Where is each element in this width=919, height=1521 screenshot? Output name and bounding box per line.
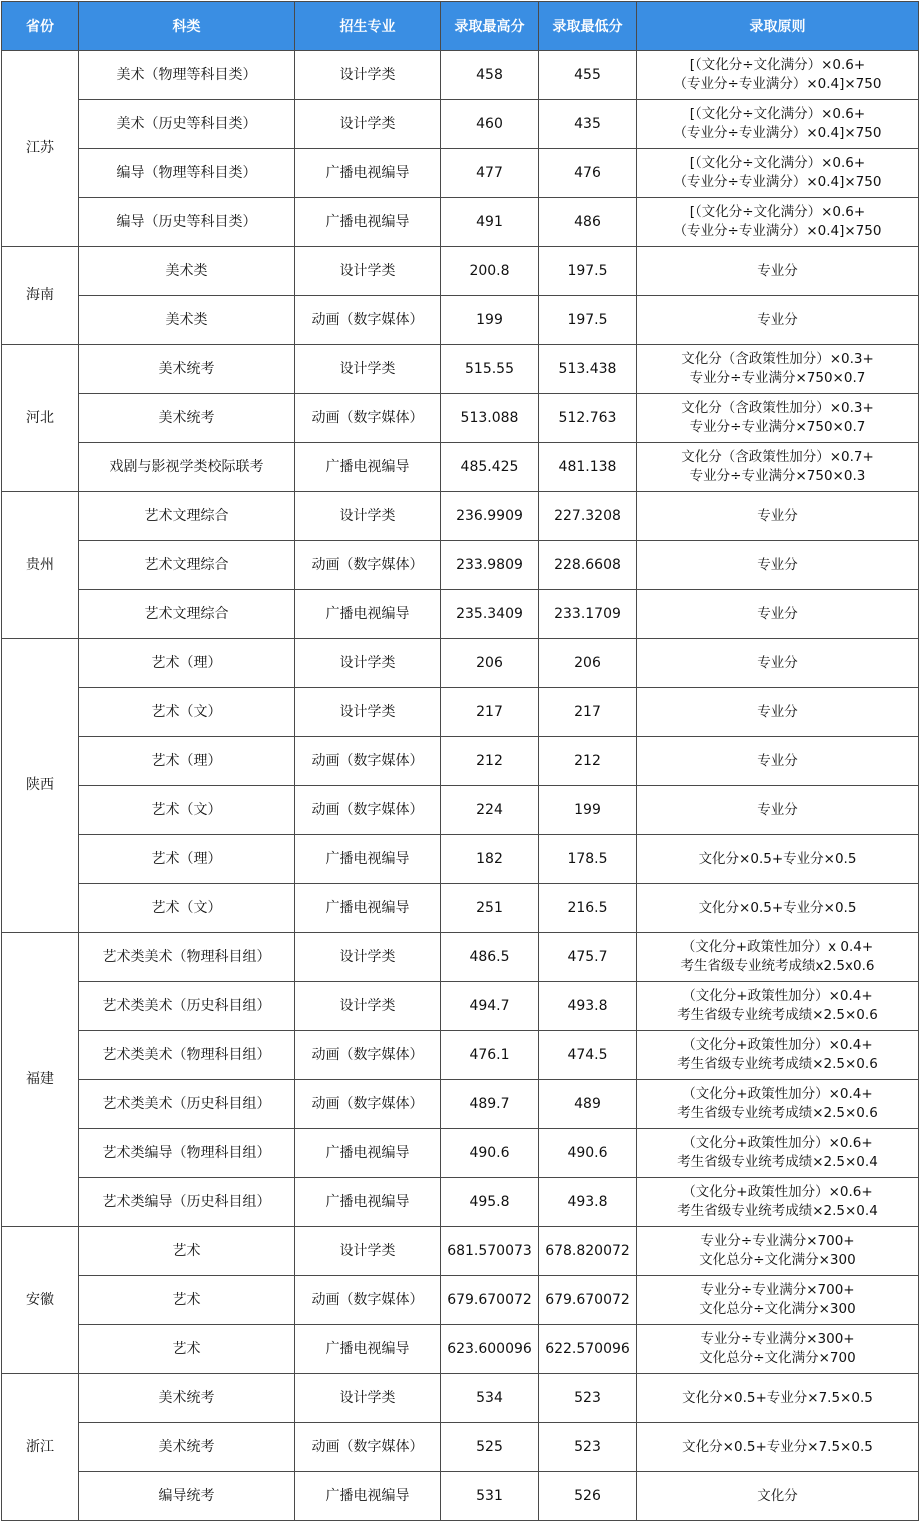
admission-rule-cell	[637, 1472, 919, 1521]
admission-rule-cell	[637, 737, 919, 786]
rule-line: （专业分÷专业满分）×0.4]×750	[673, 76, 882, 92]
max-score-cell: 233.9809	[441, 541, 539, 590]
rule-line: （文化分+政策性加分）x 0.4+	[681, 939, 874, 955]
min-score-cell: 216.5	[539, 884, 637, 933]
max-score-cell: 206	[441, 639, 539, 688]
major-cell: 设计学类	[295, 982, 441, 1031]
rule-line: 文化分×0.5+专业分×0.5	[698, 899, 857, 916]
min-score-cell: 513.438	[539, 345, 637, 394]
category-cell: 艺术类美术（物理科目组）	[79, 933, 295, 982]
admission-rule-cell	[637, 296, 919, 345]
max-score-cell: 490.6	[441, 1129, 539, 1178]
admission-score-table	[1, 1, 919, 1521]
major-cell: 动画（数字媒体）	[295, 541, 441, 590]
max-score-cell: 212	[441, 737, 539, 786]
min-score-cell: 523	[539, 1374, 637, 1423]
table-row	[2, 394, 919, 443]
admission-rule-cell	[637, 247, 919, 296]
max-score-cell: 485.425	[441, 443, 539, 492]
major-cell: 广播电视编导	[295, 884, 441, 933]
category-cell: 编导（物理等科目类）	[79, 149, 295, 198]
admission-rule-cell	[637, 1227, 919, 1276]
category-cell: 艺术（理）	[79, 737, 295, 786]
rule-line: （文化分+政策性加分）×0.6+	[682, 1184, 873, 1200]
rule-line: 专业分÷专业满分×750×0.7	[689, 419, 866, 435]
min-score-cell: 679.670072	[539, 1276, 637, 1325]
major-cell: 设计学类	[295, 639, 441, 688]
province-cell: 福建	[2, 933, 79, 1227]
table-row	[2, 1325, 919, 1374]
province-cell: 海南	[2, 247, 79, 345]
table-row	[2, 1227, 919, 1276]
rule-line: [（文化分÷文化满分）×0.6+	[689, 106, 866, 122]
max-score-cell: 486.5	[441, 933, 539, 982]
min-score-cell: 476	[539, 149, 637, 198]
major-cell: 动画（数字媒体）	[295, 1423, 441, 1472]
rule-line: 考生省级专业统考成绩×2.5×0.6	[677, 1056, 878, 1072]
rule-line: 专业分	[757, 605, 798, 622]
max-score-cell: 458	[441, 51, 539, 100]
max-score-cell: 224	[441, 786, 539, 835]
admission-rule-cell	[637, 1129, 919, 1178]
max-score-cell: 491	[441, 198, 539, 247]
admission-rule-cell	[637, 492, 919, 541]
rule-line: （专业分÷专业满分）×0.4]×750	[673, 223, 882, 239]
category-cell: 艺术	[79, 1227, 295, 1276]
min-score-cell: 678.820072	[539, 1227, 637, 1276]
table-row	[2, 443, 919, 492]
min-score-cell: 489	[539, 1080, 637, 1129]
table-row	[2, 100, 919, 149]
major-cell: 设计学类	[295, 688, 441, 737]
min-score-cell: 197.5	[539, 296, 637, 345]
category-cell: 艺术（文）	[79, 884, 295, 933]
category-cell: 艺术文理综合	[79, 590, 295, 639]
min-score-cell: 526	[539, 1472, 637, 1521]
min-score-cell: 217	[539, 688, 637, 737]
province-cell: 河北	[2, 345, 79, 492]
major-cell: 动画（数字媒体）	[295, 1031, 441, 1080]
admission-rule-cell	[637, 1374, 919, 1423]
admission-rule-cell	[637, 149, 919, 198]
admission-rule-cell	[637, 590, 919, 639]
category-cell: 美术统考	[79, 1423, 295, 1472]
major-cell: 广播电视编导	[295, 1472, 441, 1521]
rule-line: 专业分÷专业满分×300+	[700, 1331, 855, 1347]
major-cell: 设计学类	[295, 345, 441, 394]
table-row	[2, 1374, 919, 1423]
rule-line: 专业分	[757, 507, 798, 524]
table-row	[2, 786, 919, 835]
max-score-cell: 681.570073	[441, 1227, 539, 1276]
admission-rule-cell	[637, 345, 919, 394]
table-body	[2, 51, 919, 1521]
admission-rule-cell	[637, 1178, 919, 1227]
max-score-cell: 199	[441, 296, 539, 345]
province-cell: 江苏	[2, 51, 79, 247]
major-cell: 动画（数字媒体）	[295, 786, 441, 835]
max-score-cell: 236.9909	[441, 492, 539, 541]
rule-line: 文化分×0.5+专业分×0.5	[698, 850, 857, 867]
max-score-cell: 200.8	[441, 247, 539, 296]
min-score-cell: 178.5	[539, 835, 637, 884]
major-cell: 广播电视编导	[295, 443, 441, 492]
table-row	[2, 541, 919, 590]
table-row	[2, 639, 919, 688]
province-cell: 陕西	[2, 639, 79, 933]
category-cell: 艺术类美术（历史科目组）	[79, 982, 295, 1031]
rule-line: 考生省级专业统考成绩×2.5×0.4	[677, 1203, 878, 1219]
major-cell: 设计学类	[295, 1374, 441, 1423]
admission-rule-cell	[637, 51, 919, 100]
table-row	[2, 1472, 919, 1521]
admission-rule-cell	[637, 394, 919, 443]
min-score-cell: 481.138	[539, 443, 637, 492]
max-score-cell: 515.55	[441, 345, 539, 394]
admission-rule-cell	[637, 541, 919, 590]
admission-rule-cell	[637, 443, 919, 492]
major-cell: 广播电视编导	[295, 1325, 441, 1374]
min-score-cell: 212	[539, 737, 637, 786]
rule-line: 文化分（含政策性加分）×0.3+	[681, 351, 874, 367]
table-row	[2, 1276, 919, 1325]
min-score-cell: 455	[539, 51, 637, 100]
major-cell: 动画（数字媒体）	[295, 1276, 441, 1325]
rule-line: 文化分	[757, 1487, 798, 1504]
max-score-cell: 495.8	[441, 1178, 539, 1227]
admission-rule-cell	[637, 1031, 919, 1080]
min-score-cell: 228.6608	[539, 541, 637, 590]
max-score-cell: 525	[441, 1423, 539, 1472]
min-score-cell: 622.570096	[539, 1325, 637, 1374]
rule-line: （专业分÷专业满分）×0.4]×750	[673, 174, 882, 190]
table-row	[2, 884, 919, 933]
category-cell: 美术类	[79, 296, 295, 345]
min-score-cell: 493.8	[539, 1178, 637, 1227]
admission-rule-cell	[637, 639, 919, 688]
max-score-cell: 182	[441, 835, 539, 884]
category-cell: 美术统考	[79, 394, 295, 443]
rule-line: 专业分	[757, 556, 798, 573]
max-score-cell: 217	[441, 688, 539, 737]
category-cell: 艺术类美术（物理科目组）	[79, 1031, 295, 1080]
admission-rule-cell	[637, 198, 919, 247]
min-score-cell: 199	[539, 786, 637, 835]
max-score-cell: 534	[441, 1374, 539, 1423]
table-row	[2, 933, 919, 982]
admission-rule-cell	[637, 1423, 919, 1472]
rule-line: 文化分×0.5+专业分×7.5×0.5	[682, 1438, 873, 1455]
rule-line: （文化分+政策性加分）×0.4+	[682, 1037, 873, 1053]
category-cell: 艺术	[79, 1276, 295, 1325]
major-cell: 设计学类	[295, 51, 441, 100]
min-score-cell: 474.5	[539, 1031, 637, 1080]
min-score-cell: 490.6	[539, 1129, 637, 1178]
table-row	[2, 247, 919, 296]
rule-line: 文化分（含政策性加分）×0.3+	[681, 400, 874, 416]
admission-rule-cell	[637, 884, 919, 933]
category-cell: 美术（物理等科目类）	[79, 51, 295, 100]
header-max-score: 录取最高分	[441, 2, 539, 51]
category-cell: 艺术类美术（历史科目组）	[79, 1080, 295, 1129]
rule-line: 专业分÷专业满分×750×0.3	[689, 468, 866, 484]
rule-line: 文化总分÷文化满分×700	[699, 1350, 856, 1366]
min-score-cell: 206	[539, 639, 637, 688]
rule-line: 文化总分÷文化满分×300	[699, 1301, 856, 1317]
major-cell: 动画（数字媒体）	[295, 737, 441, 786]
rule-line: 专业分÷专业满分×750×0.7	[689, 370, 866, 386]
category-cell: 艺术（理）	[79, 835, 295, 884]
table-header	[2, 2, 919, 51]
table-row	[2, 982, 919, 1031]
admission-rule-cell	[637, 100, 919, 149]
major-cell: 动画（数字媒体）	[295, 1080, 441, 1129]
admission-rule-cell	[637, 786, 919, 835]
rule-line: 考生省级专业统考成绩x2.5x0.6	[680, 958, 875, 974]
category-cell: 艺术（文）	[79, 786, 295, 835]
rule-line: （文化分+政策性加分）×0.4+	[682, 1086, 873, 1102]
admission-rule-cell	[637, 835, 919, 884]
max-score-cell: 513.088	[441, 394, 539, 443]
table-row	[2, 149, 919, 198]
category-cell: 艺术文理综合	[79, 541, 295, 590]
min-score-cell: 227.3208	[539, 492, 637, 541]
admission-rule-cell	[637, 1276, 919, 1325]
category-cell: 艺术（理）	[79, 639, 295, 688]
major-cell: 广播电视编导	[295, 1129, 441, 1178]
rule-line: 专业分÷专业满分×700+	[700, 1282, 855, 1298]
table-row	[2, 1178, 919, 1227]
header-row	[2, 2, 919, 51]
major-cell: 动画（数字媒体）	[295, 296, 441, 345]
admission-rule-cell	[637, 933, 919, 982]
table-row	[2, 737, 919, 786]
header-province: 省份	[2, 2, 79, 51]
category-cell: 美术类	[79, 247, 295, 296]
table-row	[2, 492, 919, 541]
admission-rule-cell	[637, 1080, 919, 1129]
rule-line: 考生省级专业统考成绩×2.5×0.4	[677, 1154, 878, 1170]
category-cell: 编导统考	[79, 1472, 295, 1521]
table-row	[2, 590, 919, 639]
table-row	[2, 1129, 919, 1178]
major-cell: 设计学类	[295, 492, 441, 541]
rule-line: （文化分+政策性加分）×0.4+	[682, 988, 873, 1004]
category-cell: 美术（历史等科目类）	[79, 100, 295, 149]
max-score-cell: 251	[441, 884, 539, 933]
rule-line: 专业分	[757, 703, 798, 720]
category-cell: 艺术	[79, 1325, 295, 1374]
major-cell: 广播电视编导	[295, 149, 441, 198]
category-cell: 艺术文理综合	[79, 492, 295, 541]
category-cell: 艺术（文）	[79, 688, 295, 737]
min-score-cell: 197.5	[539, 247, 637, 296]
rule-line: 考生省级专业统考成绩×2.5×0.6	[677, 1007, 878, 1023]
rule-line: [（文化分÷文化满分）×0.6+	[689, 155, 866, 171]
major-cell: 动画（数字媒体）	[295, 394, 441, 443]
rule-line: 专业分	[757, 654, 798, 671]
province-cell: 贵州	[2, 492, 79, 639]
max-score-cell: 494.7	[441, 982, 539, 1031]
major-cell: 广播电视编导	[295, 590, 441, 639]
max-score-cell: 679.670072	[441, 1276, 539, 1325]
major-cell: 设计学类	[295, 933, 441, 982]
header-min-score: 录取最低分	[539, 2, 637, 51]
admission-rule-cell	[637, 1325, 919, 1374]
min-score-cell: 475.7	[539, 933, 637, 982]
table-row	[2, 345, 919, 394]
major-cell: 设计学类	[295, 100, 441, 149]
major-cell: 广播电视编导	[295, 198, 441, 247]
province-cell: 浙江	[2, 1374, 79, 1521]
max-score-cell: 531	[441, 1472, 539, 1521]
rule-line: [（文化分÷文化满分）×0.6+	[689, 204, 866, 220]
rule-line: [（文化分÷文化满分）×0.6+	[689, 57, 866, 73]
rule-line: 文化分（含政策性加分）×0.7+	[681, 449, 874, 465]
rule-line: 专业分	[757, 801, 798, 818]
category-cell: 戏剧与影视学类校际联考	[79, 443, 295, 492]
major-cell: 设计学类	[295, 1227, 441, 1276]
min-score-cell: 512.763	[539, 394, 637, 443]
table-row	[2, 1423, 919, 1472]
header-admission-rule: 录取原则	[637, 2, 919, 51]
category-cell: 艺术类编导（物理科目组）	[79, 1129, 295, 1178]
table-row	[2, 198, 919, 247]
rule-line: （专业分÷专业满分）×0.4]×750	[673, 125, 882, 141]
rule-line: 专业分	[757, 752, 798, 769]
table-row	[2, 835, 919, 884]
category-cell: 美术统考	[79, 1374, 295, 1423]
rule-line: 专业分	[757, 311, 798, 328]
major-cell: 广播电视编导	[295, 835, 441, 884]
rule-line: 文化总分÷文化满分×300	[699, 1252, 856, 1268]
max-score-cell: 460	[441, 100, 539, 149]
rule-line: 专业分	[757, 262, 798, 279]
rule-line: 专业分÷专业满分×700+	[700, 1233, 855, 1249]
table-row	[2, 1031, 919, 1080]
province-cell: 安徽	[2, 1227, 79, 1374]
category-cell: 美术统考	[79, 345, 295, 394]
rule-line: 考生省级专业统考成绩×2.5×0.6	[677, 1105, 878, 1121]
table-row	[2, 1080, 919, 1129]
rule-line: （文化分+政策性加分）×0.6+	[682, 1135, 873, 1151]
min-score-cell: 435	[539, 100, 637, 149]
max-score-cell: 489.7	[441, 1080, 539, 1129]
major-cell: 设计学类	[295, 247, 441, 296]
admission-rule-cell	[637, 688, 919, 737]
max-score-cell: 476.1	[441, 1031, 539, 1080]
min-score-cell: 486	[539, 198, 637, 247]
admission-rule-cell	[637, 982, 919, 1031]
table-row	[2, 51, 919, 100]
header-category: 科类	[79, 2, 295, 51]
max-score-cell: 623.600096	[441, 1325, 539, 1374]
rule-line: 文化分×0.5+专业分×7.5×0.5	[682, 1389, 873, 1406]
min-score-cell: 233.1709	[539, 590, 637, 639]
min-score-cell: 523	[539, 1423, 637, 1472]
category-cell: 艺术类编导（历史科目组）	[79, 1178, 295, 1227]
min-score-cell: 493.8	[539, 982, 637, 1031]
table-row	[2, 296, 919, 345]
max-score-cell: 477	[441, 149, 539, 198]
header-major: 招生专业	[295, 2, 441, 51]
category-cell: 编导（历史等科目类）	[79, 198, 295, 247]
major-cell: 广播电视编导	[295, 1178, 441, 1227]
max-score-cell: 235.3409	[441, 590, 539, 639]
table-row	[2, 688, 919, 737]
